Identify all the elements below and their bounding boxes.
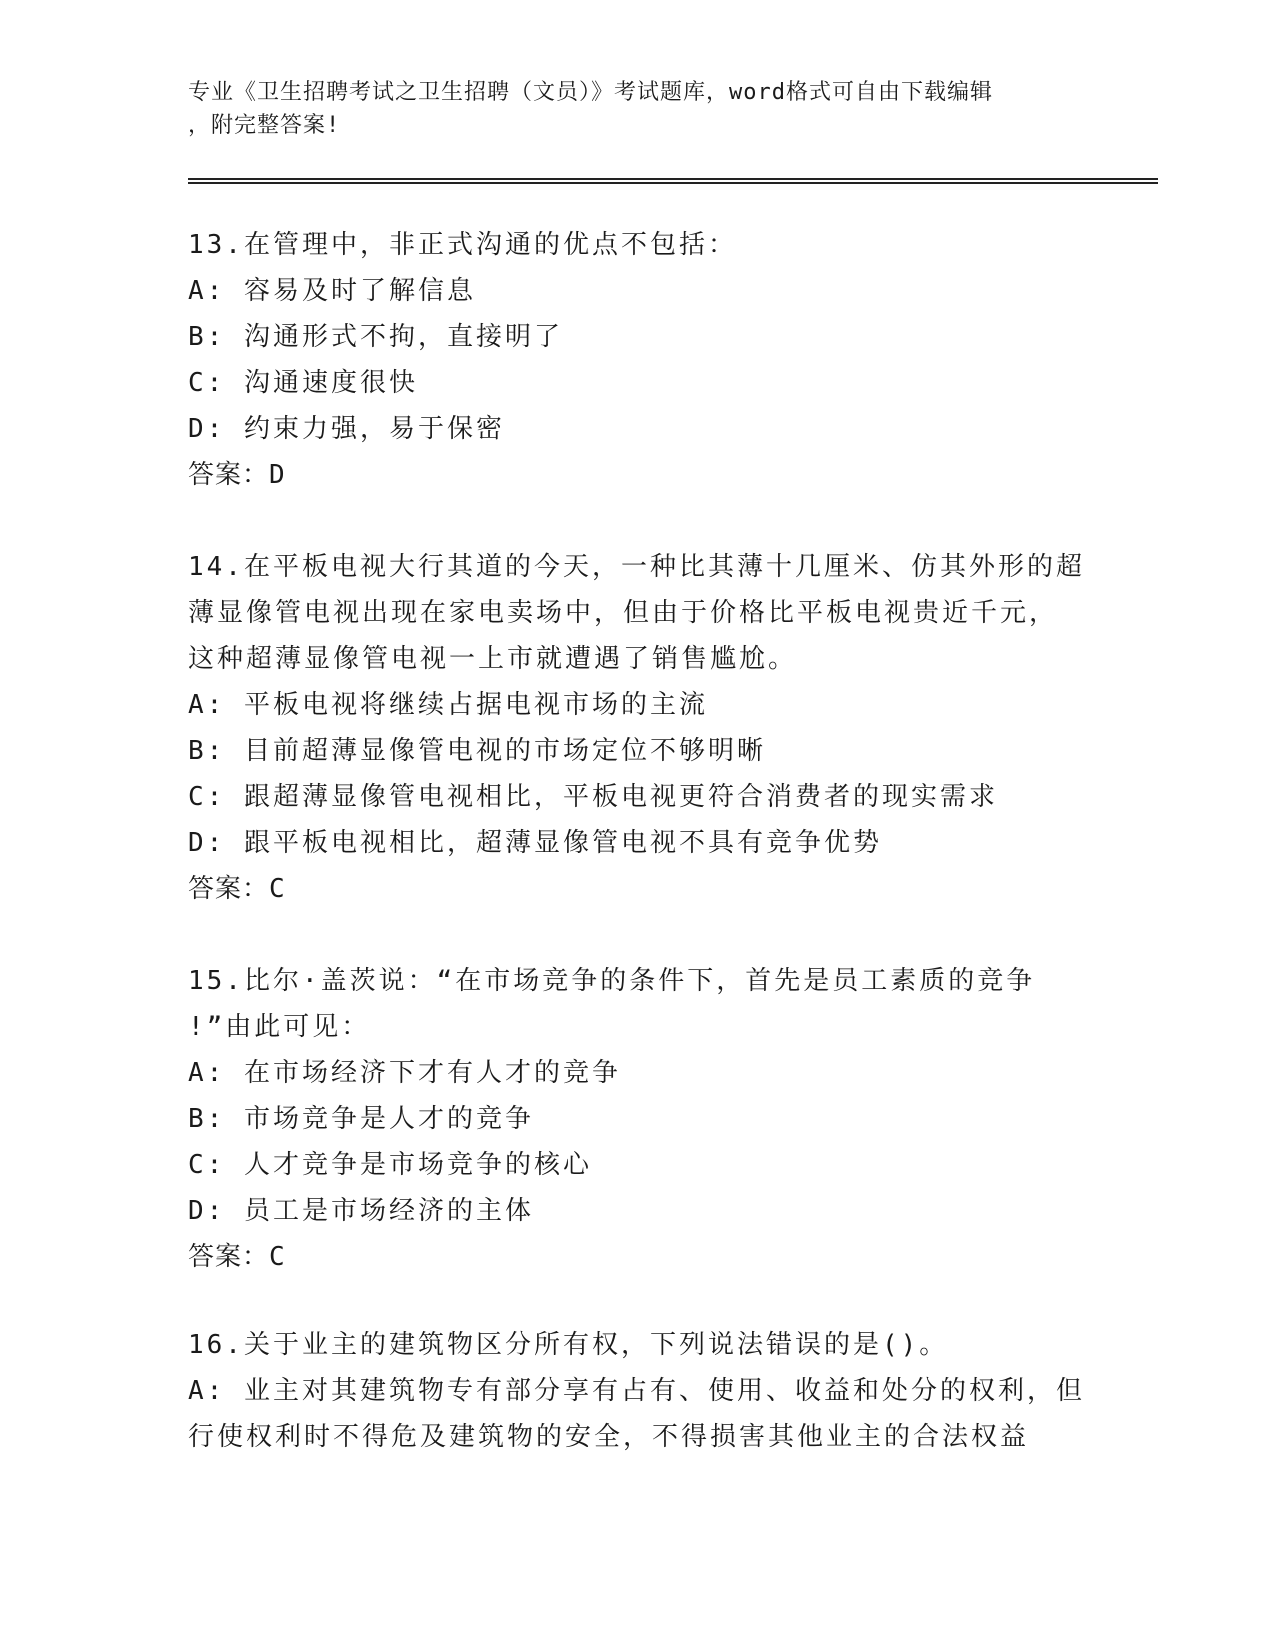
option-c: C: 沟通速度很快 bbox=[188, 368, 418, 398]
question-stem-line-1: 15.比尔·盖茨说：“在市场竞争的条件下，首先是员工素质的竞争 bbox=[188, 966, 1036, 996]
question-stem-line-2: 薄显像管电视出现在家电卖场中，但由于价格比平板电视贵近千元， bbox=[188, 598, 1059, 628]
option-a: A: 在市场经济下才有人才的竞争 bbox=[188, 1058, 621, 1088]
question-stem-line-1: 14.在平板电视大行其道的今天，一种比其薄十几厘米、仿其外形的超 bbox=[188, 552, 1085, 582]
question-stem: 16.关于业主的建筑物区分所有权，下列说法错误的是()。 bbox=[188, 1330, 949, 1360]
option-d: D: 跟平板电视相比，超薄显像管电视不具有竞争优势 bbox=[188, 828, 882, 858]
option-a-line-1: A: 业主对其建筑物专有部分享有占有、使用、收益和处分的权利，但 bbox=[188, 1376, 1085, 1406]
option-a: A: 容易及时了解信息 bbox=[188, 276, 476, 306]
option-a-line-2: 行使权利时不得危及建筑物的安全，不得损害其他业主的合法权益 bbox=[188, 1422, 1030, 1452]
header-divider bbox=[188, 178, 1158, 184]
option-b: B: 目前超薄显像管电视的市场定位不够明晰 bbox=[188, 736, 766, 766]
question-14 bbox=[188, 544, 1088, 912]
answer: 答案：C bbox=[188, 874, 286, 904]
question-15 bbox=[188, 958, 1088, 1280]
header-line-1: 专业《卫生招聘考试之卫生招聘（文员）》考试题库，word格式可自由下载编辑 bbox=[188, 80, 993, 105]
answer: 答案：C bbox=[188, 1242, 286, 1272]
document-header bbox=[188, 76, 1068, 142]
option-c: C: 人才竞争是市场竞争的核心 bbox=[188, 1150, 592, 1180]
option-b: B: 沟通形式不拘，直接明了 bbox=[188, 322, 563, 352]
question-stem: 13.在管理中，非正式沟通的优点不包括： bbox=[188, 230, 737, 260]
question-stem-line-3: 这种超薄显像管电视一上市就遭遇了销售尴尬。 bbox=[188, 644, 798, 674]
option-d: D: 员工是市场经济的主体 bbox=[188, 1196, 534, 1226]
answer: 答案：D bbox=[188, 460, 286, 490]
question-13 bbox=[188, 222, 1088, 498]
option-c: C: 跟超薄显像管电视相比，平板电视更符合消费者的现实需求 bbox=[188, 782, 998, 812]
option-b: B: 市场竞争是人才的竞争 bbox=[188, 1104, 534, 1134]
option-d: D: 约束力强，易于保密 bbox=[188, 414, 505, 444]
option-a: A: 平板电视将继续占据电视市场的主流 bbox=[188, 690, 708, 720]
question-16 bbox=[188, 1322, 1088, 1460]
question-stem-line-2: !”由此可见： bbox=[188, 1012, 371, 1042]
header-line-2: ，附完整答案! bbox=[188, 113, 341, 138]
